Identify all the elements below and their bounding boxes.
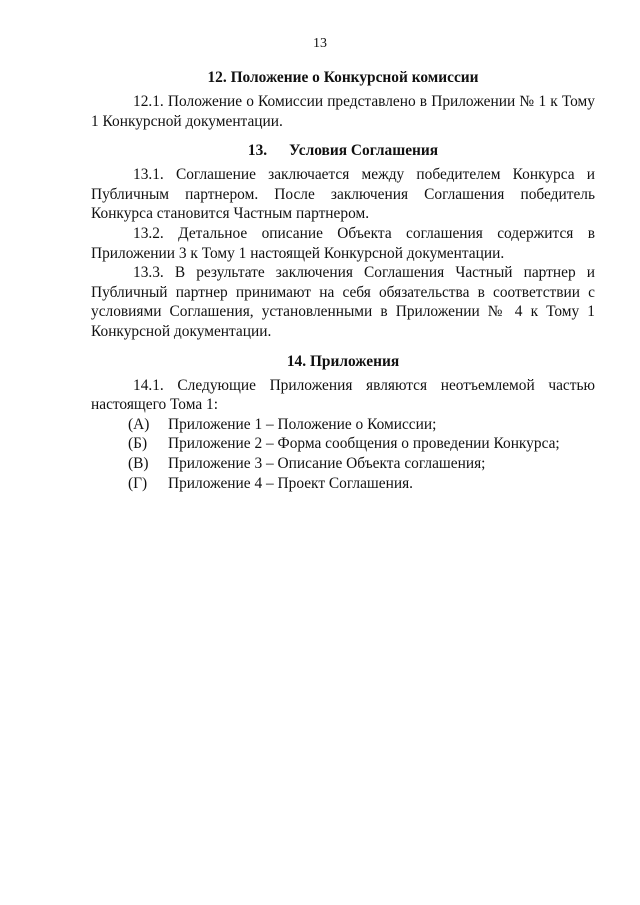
list-item-text: Приложение 3 – Описание Объекта соглашения; (168, 454, 486, 472)
list-item (91, 474, 595, 494)
list-item-text: Приложение 4 – Проект Соглашения. (168, 474, 413, 492)
section-12-heading: 12. Положение о Конкурсной комиссии (207, 69, 479, 86)
paragraph-13-3: 13.3. В результате заключения Соглашения Частный партнер и Публичный партнер принимают на себя обязательства в соответствии с условиями Соглашения, установленными в Приложении № 4 к Тому 1 Конкурсной документации. (91, 264, 595, 340)
list-item-marker: (А) (128, 415, 150, 433)
section-13-heading (91, 141, 595, 160)
paragraph-12-1: 12.1. Положение о Комиссии представлено в Приложении № 1 к Тому 1 Конкурсной документации. (91, 93, 595, 130)
appendix-list (91, 415, 595, 493)
page-number: 13 (313, 36, 327, 51)
paragraph-13-1: 13.1. Соглашение заключается между победителем Конкурса и Публичным партнером. После заключения Соглашения победитель Конкурса становится Частным партнером. (91, 166, 595, 223)
list-item-text: Приложение 1 – Положение о Комиссии; (168, 415, 437, 433)
list-item-marker: (Б) (128, 435, 148, 453)
paragraph-14-1: 14.1. Следующие Приложения являются неотъемлемой частью настоящего Тома 1: (91, 376, 595, 414)
section-13 (91, 141, 595, 341)
section-14-heading: 14. Приложения (286, 352, 400, 370)
section-14 (91, 352, 595, 494)
section-13-heading-number: 13. (247, 142, 268, 160)
list-item-marker: (Г) (128, 474, 148, 492)
document-body (91, 68, 595, 493)
section-13-heading-text: Условия Соглашения (289, 142, 439, 160)
list-item (91, 434, 595, 454)
paragraph-13-2: 13.2. Детальное описание Объекта соглашения содержится в Приложении 3 к Тому 1 настоящей Конкурсной документации. (91, 224, 595, 262)
section-12 (91, 68, 595, 131)
list-item-text: Приложение 2 – Форма сообщения о проведении Конкурса; (168, 435, 560, 453)
list-item-marker: (В) (128, 454, 149, 472)
list-item (91, 415, 595, 435)
list-item (91, 454, 595, 474)
